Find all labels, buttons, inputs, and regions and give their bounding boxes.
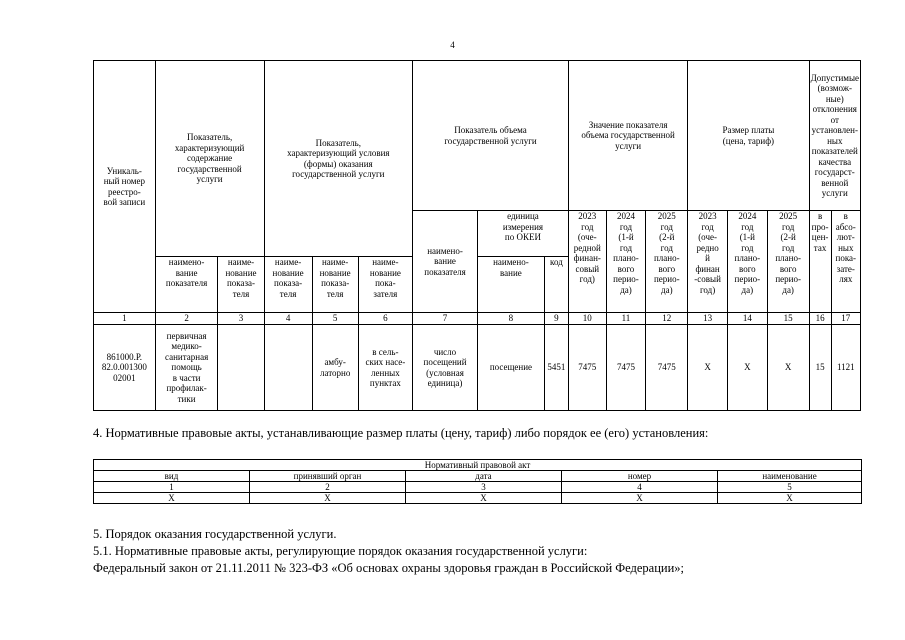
col-number: 8 — [477, 313, 544, 325]
header-col5-name: наиме- нование показа- теля — [312, 257, 358, 313]
cell-value-2023: 7475 — [568, 325, 606, 411]
table-cell: X — [562, 493, 718, 504]
header-year-2025: 2025 год (2-й год плано- вого перио- да) — [646, 211, 688, 313]
section-5-1-heading: 5.1. Нормативные правовые акты, регулирующие порядок оказания государственной услуги: — [93, 544, 588, 558]
header-absolute: в абсо- лют- ных пока- зате- лях — [831, 211, 860, 313]
header-unit-okei: единица измерения по ОКЕИ — [477, 211, 568, 257]
column-header: номер — [562, 471, 718, 482]
cell-price-2023: X — [688, 325, 728, 411]
column-header: дата — [406, 471, 562, 482]
col-number: 12 — [646, 313, 688, 325]
header-price-2024: 2024 год (1-й год плано- вого перио- да) — [727, 211, 767, 313]
page-number: 4 — [450, 40, 455, 50]
cell-price-2025: X — [767, 325, 809, 411]
col-number: 4 — [264, 313, 312, 325]
col-number: 7 — [413, 313, 478, 325]
cell-location: в сель- ских насе- ленных пунктах — [358, 325, 412, 411]
header-percent: в про- цен- тах — [809, 211, 831, 313]
col-number: 11 — [606, 313, 646, 325]
col-number: 1 — [94, 482, 250, 493]
cell-unit-name: посещение — [477, 325, 544, 411]
header-conditions-indicator: Показатель, характеризующий условия (формы) оказания государственной услуги — [264, 61, 413, 257]
header-volume-value: Значение показателя объема государственной услуги — [568, 61, 687, 211]
col-number: 17 — [831, 313, 860, 325]
column-header: вид — [94, 471, 250, 482]
cell-col4 — [264, 325, 312, 411]
header-price-2025: 2025 год (2-й год плано- вого перио- да) — [767, 211, 809, 313]
normative-act-table — [93, 459, 862, 504]
header-indicator-name: наимено- вание показателя — [413, 211, 478, 313]
table-cell: X — [406, 493, 562, 504]
header-year-2023: 2023 год (оче- редной финан- совый год) — [568, 211, 606, 313]
col-number: 3 — [406, 482, 562, 493]
cell-price-2024: X — [727, 325, 767, 411]
cell-value-2024: 7475 — [606, 325, 646, 411]
cell-registry-number: 861000.Р. 82.0.001300 02001 — [94, 325, 156, 411]
cell-unit-code: 5451 — [544, 325, 568, 411]
header-col8-name: наимено- вание — [477, 257, 544, 313]
col-number: 2 — [155, 313, 218, 325]
col-number: 16 — [809, 313, 831, 325]
header-volume-indicator: Показатель объема государственной услуги — [413, 61, 569, 211]
header-col6-name: наиме- нование пока- зателя — [358, 257, 412, 313]
cell-deviation-percent: 15 — [809, 325, 831, 411]
header-col9-code: код — [544, 257, 568, 313]
cell-content-indicator: первичная медико- санитарная помощь в части профилак- тики — [155, 325, 218, 411]
table-row — [94, 493, 862, 504]
section-5-heading: 5. Порядок оказания государственной услуги. — [93, 527, 337, 541]
law-reference: Федеральный закон от 21.11.2011 № 323-ФЗ «Об основах охраны здоровья граждан в Российской Федерации»; — [93, 561, 685, 575]
header-registry-number: Уникаль- ный номер реестро- вой записи — [94, 61, 156, 313]
column-numbers-row — [94, 313, 861, 325]
normative-act-title: Нормативный правовой акт — [94, 460, 862, 471]
volume-indicators-table — [93, 60, 861, 411]
header-year-2024: 2024 год (1-й год плано- вого перио- да) — [606, 211, 646, 313]
header-col4-name: наиме- нование показа- теля — [264, 257, 312, 313]
col-number: 1 — [94, 313, 156, 325]
section-4-heading: 4. Нормативные правовые акты, устанавливающие размер платы (цену, тариф) либо порядок ее (его) установления: — [93, 426, 709, 440]
table-row — [94, 325, 861, 411]
col-number: 13 — [688, 313, 728, 325]
cell-form: амбу- латорно — [312, 325, 358, 411]
col-number: 9 — [544, 313, 568, 325]
cell-value-2025: 7475 — [646, 325, 688, 411]
cell-indicator-name: число посещений (условная единица) — [413, 325, 478, 411]
header-content-indicator: Показатель, характеризующий содержание государственной услуги — [155, 61, 264, 257]
column-header: принявший орган — [250, 471, 406, 482]
header-price-2023: 2023 год (оче- редно й финан -совый год) — [688, 211, 728, 313]
header-allowed-deviations: Допустимые (возмож- ные) отклонения от установлен- ных показателей качества государст- венной услуги — [809, 61, 860, 211]
cell-col3 — [218, 325, 264, 411]
table-cell: X — [718, 493, 862, 504]
col-number: 5 — [718, 482, 862, 493]
col-number: 14 — [727, 313, 767, 325]
table-cell: X — [250, 493, 406, 504]
column-header: наименование — [718, 471, 862, 482]
col-number: 15 — [767, 313, 809, 325]
col-number: 2 — [250, 482, 406, 493]
col-number: 4 — [562, 482, 718, 493]
cell-deviation-absolute: 1121 — [831, 325, 860, 411]
col-number: 5 — [312, 313, 358, 325]
header-payment-size: Размер платы (цена, тариф) — [688, 61, 809, 211]
col-number: 10 — [568, 313, 606, 325]
table-cell: X — [94, 493, 250, 504]
col-number: 6 — [358, 313, 412, 325]
col-number: 3 — [218, 313, 264, 325]
header-col2-name: наимено- вание показателя — [155, 257, 218, 313]
header-col3-name: наиме- нование показа- теля — [218, 257, 264, 313]
